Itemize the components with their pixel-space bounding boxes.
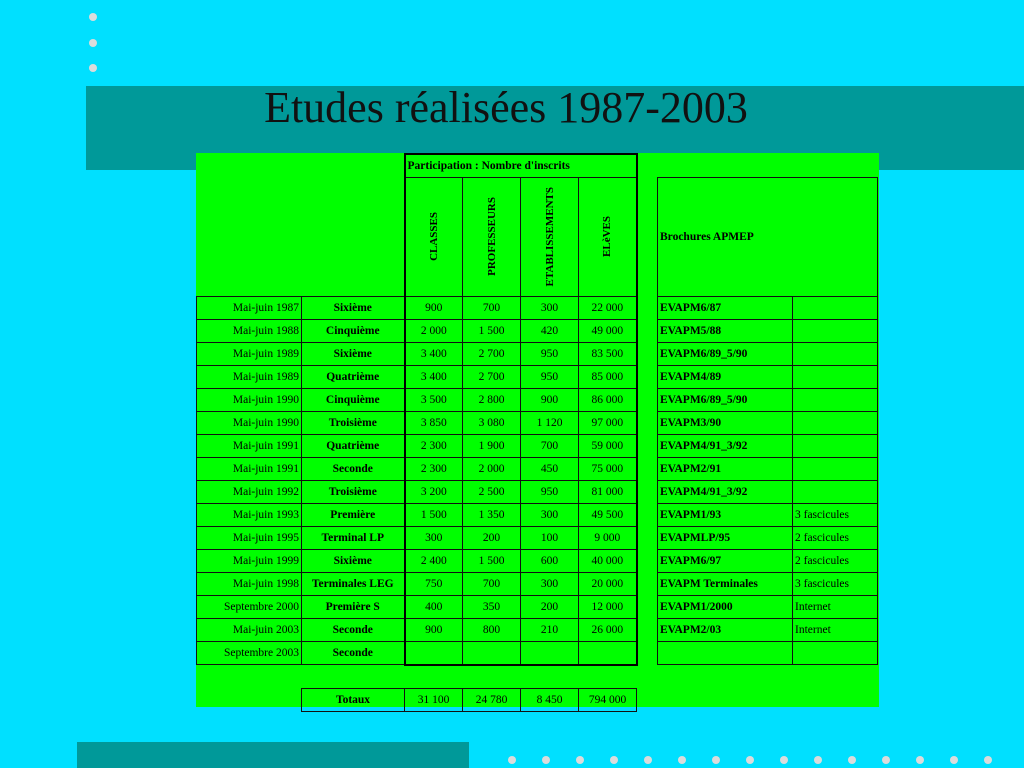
row-profs: 200 (463, 526, 521, 549)
row-eleves: 9 000 (579, 526, 637, 549)
spreadsheet-table (196, 153, 879, 707)
row-brochure: EVAPM6/89_5/90 (658, 342, 793, 365)
row-etabs: 600 (521, 549, 579, 572)
decorative-dot (848, 756, 856, 764)
totals-label: Totaux (302, 688, 405, 711)
row-profs: 700 (463, 296, 521, 319)
row-level: Première S (302, 595, 405, 618)
row-etabs: 100 (521, 526, 579, 549)
row-brochure: EVAPM2/91 (658, 457, 793, 480)
table-row (197, 503, 878, 526)
row-brochure: EVAPM Terminales (658, 572, 793, 595)
row-note (793, 411, 878, 434)
row-eleves: 75 000 (579, 457, 637, 480)
row-date: Mai-juin 1990 (197, 388, 302, 411)
row-date: Mai-juin 1991 (197, 457, 302, 480)
row-level: Quatrième (302, 365, 405, 388)
totals-eleves: 794 000 (579, 688, 637, 711)
row-note (793, 434, 878, 457)
row-eleves: 59 000 (579, 434, 637, 457)
footer-band (77, 742, 469, 768)
totals-row (197, 688, 878, 711)
row-note (793, 342, 878, 365)
row-level: Sixième (302, 296, 405, 319)
row-eleves: 22 000 (579, 296, 637, 319)
row-level: Quatrième (302, 434, 405, 457)
table-row (197, 572, 878, 595)
row-classes: 750 (405, 572, 463, 595)
row-date: Mai-juin 1999 (197, 549, 302, 572)
row-brochure: EVAPM1/2000 (658, 595, 793, 618)
decorative-dot (542, 756, 550, 764)
row-classes: 400 (405, 595, 463, 618)
row-brochure: EVAPM4/91_3/92 (658, 480, 793, 503)
table-row (197, 434, 878, 457)
row-profs: 700 (463, 572, 521, 595)
decorative-dot (780, 756, 788, 764)
column-header-eleves: ELèVES (579, 177, 637, 296)
column-header-profs: PROFESSEURS (463, 177, 521, 296)
row-classes: 900 (405, 296, 463, 319)
decorative-dot (746, 756, 754, 764)
row-etabs: 900 (521, 388, 579, 411)
row-brochure: EVAPM1/93 (658, 503, 793, 526)
row-note: 3 fascicules (793, 503, 878, 526)
decorative-dot (882, 756, 890, 764)
totals-classes: 31 100 (405, 688, 463, 711)
row-note: 3 fascicules (793, 572, 878, 595)
row-profs: 1 350 (463, 503, 521, 526)
row-classes: 3 400 (405, 365, 463, 388)
row-etabs: 700 (521, 434, 579, 457)
decorative-dot (576, 756, 584, 764)
row-date: Mai-juin 1989 (197, 342, 302, 365)
row-etabs: 950 (521, 342, 579, 365)
row-level: Troisième (302, 411, 405, 434)
row-date: Mai-juin 1991 (197, 434, 302, 457)
row-profs: 1 900 (463, 434, 521, 457)
row-classes: 3 850 (405, 411, 463, 434)
row-profs: 2 500 (463, 480, 521, 503)
row-profs: 2 000 (463, 457, 521, 480)
row-etabs: 450 (521, 457, 579, 480)
row-classes: 900 (405, 618, 463, 641)
row-profs: 2 800 (463, 388, 521, 411)
row-level: Première (302, 503, 405, 526)
table-row (197, 296, 878, 319)
row-date: Mai-juin 1993 (197, 503, 302, 526)
row-date: Mai-juin 1990 (197, 411, 302, 434)
row-etabs: 300 (521, 296, 579, 319)
row-eleves: 81 000 (579, 480, 637, 503)
decorative-dot (712, 756, 720, 764)
row-eleves: 83 500 (579, 342, 637, 365)
row-eleves: 26 000 (579, 618, 637, 641)
row-brochure: EVAPM6/97 (658, 549, 793, 572)
row-brochure: EVAPM2/03 (658, 618, 793, 641)
table-row (197, 480, 878, 503)
table-row (197, 549, 878, 572)
decorative-dot (89, 39, 97, 47)
row-eleves: 49 500 (579, 503, 637, 526)
row-etabs: 200 (521, 595, 579, 618)
row-etabs: 950 (521, 480, 579, 503)
row-date: Mai-juin 1988 (197, 319, 302, 342)
row-classes (405, 641, 463, 665)
brochures-header: Brochures APMEP (658, 177, 878, 296)
row-classes: 2 400 (405, 549, 463, 572)
table-row (197, 365, 878, 388)
row-note: 2 fascicules (793, 526, 878, 549)
row-date: Septembre 2003 (197, 641, 302, 665)
row-classes: 2 000 (405, 319, 463, 342)
row-classes: 3 200 (405, 480, 463, 503)
row-eleves: 40 000 (579, 549, 637, 572)
row-note: 2 fascicules (793, 549, 878, 572)
row-level: Cinquième (302, 388, 405, 411)
totals-etabs: 8 450 (521, 688, 579, 711)
row-profs (463, 641, 521, 665)
decorative-dot (916, 756, 924, 764)
row-date: Mai-juin 1989 (197, 365, 302, 388)
row-level: Terminal LP (302, 526, 405, 549)
decorative-dot (610, 756, 618, 764)
row-note (793, 319, 878, 342)
row-brochure: EVAPM4/89 (658, 365, 793, 388)
decorative-dot (644, 756, 652, 764)
row-note (793, 457, 878, 480)
row-classes: 1 500 (405, 503, 463, 526)
row-note (793, 641, 878, 665)
row-profs: 800 (463, 618, 521, 641)
row-level: Sixième (302, 549, 405, 572)
table-row (197, 618, 878, 641)
row-brochure: EVAPM4/91_3/92 (658, 434, 793, 457)
row-brochure: EVAPM3/90 (658, 411, 793, 434)
row-profs: 350 (463, 595, 521, 618)
row-eleves: 20 000 (579, 572, 637, 595)
row-profs: 2 700 (463, 342, 521, 365)
row-etabs: 950 (521, 365, 579, 388)
row-level: Cinquième (302, 319, 405, 342)
row-level: Seconde (302, 618, 405, 641)
row-etabs: 420 (521, 319, 579, 342)
decorative-dot (984, 756, 992, 764)
row-etabs (521, 641, 579, 665)
row-classes: 2 300 (405, 457, 463, 480)
decorative-dot (89, 64, 97, 72)
row-note (793, 480, 878, 503)
table-row (197, 319, 878, 342)
row-date: Mai-juin 2003 (197, 618, 302, 641)
row-date: Mai-juin 1998 (197, 572, 302, 595)
row-profs: 2 700 (463, 365, 521, 388)
row-date: Mai-juin 1987 (197, 296, 302, 319)
row-level: Sixième (302, 342, 405, 365)
table-row (197, 526, 878, 549)
row-eleves: 86 000 (579, 388, 637, 411)
row-note: Internet (793, 595, 878, 618)
row-classes: 3 500 (405, 388, 463, 411)
row-eleves (579, 641, 637, 665)
table-row (197, 411, 878, 434)
row-brochure: EVAPMLP/95 (658, 526, 793, 549)
column-header-classes: CLASSES (405, 177, 463, 296)
row-etabs: 300 (521, 572, 579, 595)
row-date: Septembre 2000 (197, 595, 302, 618)
row-note: Internet (793, 618, 878, 641)
table-row (197, 641, 878, 665)
row-classes: 2 300 (405, 434, 463, 457)
participation-header: Participation : Nombre d'inscrits (405, 154, 637, 177)
row-brochure: EVAPM6/89_5/90 (658, 388, 793, 411)
row-level: Seconde (302, 641, 405, 665)
row-etabs: 1 120 (521, 411, 579, 434)
decorative-dot (678, 756, 686, 764)
row-etabs: 210 (521, 618, 579, 641)
column-header-etabs: ETABLISSEMENTS (521, 177, 579, 296)
row-eleves: 97 000 (579, 411, 637, 434)
table-row (197, 457, 878, 480)
table-row (197, 388, 878, 411)
totals-profs: 24 780 (463, 688, 521, 711)
row-brochure (658, 641, 793, 665)
row-eleves: 85 000 (579, 365, 637, 388)
decorative-dot (89, 13, 97, 21)
row-level: Terminales LEG (302, 572, 405, 595)
row-brochure: EVAPM5/88 (658, 319, 793, 342)
row-profs: 1 500 (463, 319, 521, 342)
decorative-dot (950, 756, 958, 764)
row-level: Seconde (302, 457, 405, 480)
row-classes: 3 400 (405, 342, 463, 365)
row-etabs: 300 (521, 503, 579, 526)
table-row (197, 595, 878, 618)
row-date: Mai-juin 1995 (197, 526, 302, 549)
row-eleves: 49 000 (579, 319, 637, 342)
row-eleves: 12 000 (579, 595, 637, 618)
row-level: Troisième (302, 480, 405, 503)
row-date: Mai-juin 1992 (197, 480, 302, 503)
decorative-dot (814, 756, 822, 764)
row-note (793, 296, 878, 319)
row-profs: 3 080 (463, 411, 521, 434)
row-note (793, 365, 878, 388)
table-row (197, 342, 878, 365)
row-note (793, 388, 878, 411)
decorative-dot (508, 756, 516, 764)
row-profs: 1 500 (463, 549, 521, 572)
row-classes: 300 (405, 526, 463, 549)
slide-title: Etudes réalisées 1987-2003 (264, 83, 748, 132)
row-brochure: EVAPM6/87 (658, 296, 793, 319)
